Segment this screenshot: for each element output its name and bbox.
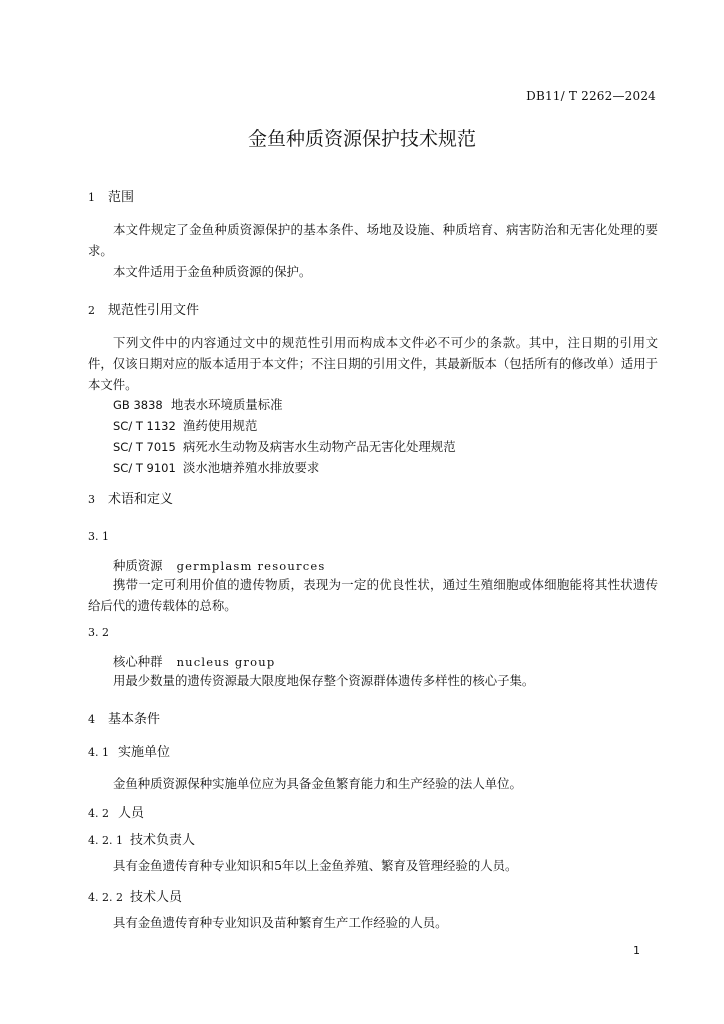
reference-code: GB 3838 — [113, 398, 163, 412]
term-entry — [113, 556, 325, 574]
paragraph: 具有金鱼遗传育种专业知识及苗种繁育生产工作经验的人员。 — [113, 915, 448, 930]
section-4-heading — [88, 708, 160, 727]
subsection-4-2-1-heading — [88, 829, 195, 848]
paragraph: 本文件规定了金鱼种质资源保护的基本条件、场地及设施、种质培育、病害防治和无害化处理的要求。 — [88, 222, 658, 258]
section-title: 实施单位 — [118, 745, 171, 760]
subsection-4-1-heading — [88, 741, 170, 760]
term-entry — [113, 652, 275, 670]
reference-code: SC/ T 1132 — [113, 419, 176, 433]
section-number: 4. 2. 2 — [88, 891, 123, 904]
term-english: nucleus group — [176, 655, 276, 669]
term-chinese: 种质资源 — [113, 558, 163, 573]
term-english: germplasm resources — [176, 559, 326, 573]
term-chinese: 核心种群 — [113, 654, 163, 669]
section-number: 3 — [88, 493, 95, 506]
term-definition: 用最少数量的遗传资源最大限度地保存整个资源群体遗传多样性的核心子集。 — [113, 673, 535, 688]
paragraph: 下列文件中的内容通过文中的规范性引用而构成本文件必不可少的条款。其中，注日期的引用文件，仅该日期对应的版本适用于本文件；不注日期的引用文件，其最新版本（包括所有的修改单）适用于本文件。 — [88, 335, 658, 392]
subsection-4-2-heading — [88, 802, 144, 821]
section-title: 基本条件 — [108, 712, 161, 727]
section-number: 4 — [88, 713, 95, 726]
paragraph: 本文件适用于金鱼种质资源的保护。 — [113, 264, 312, 279]
normative-reference — [113, 395, 283, 413]
section-title: 技术人员 — [130, 890, 183, 905]
section-number: 4. 1 — [88, 746, 109, 759]
section-1-heading — [88, 186, 134, 205]
normative-reference — [113, 458, 319, 476]
page-number: 1 — [633, 944, 640, 957]
section-title: 人员 — [118, 806, 145, 821]
reference-code: SC/ T 7015 — [113, 440, 176, 454]
term-number: 3. 1 — [88, 530, 109, 543]
section-number: 2 — [88, 304, 95, 317]
reference-title: 病死水生动物及病害水生动物产品无害化处理规范 — [183, 439, 456, 454]
term-number: 3. 2 — [88, 626, 109, 639]
document-title: 金鱼种质资源保护技术规范 — [247, 128, 476, 150]
section-number: 1 — [88, 191, 95, 204]
section-number: 4. 2. 1 — [88, 834, 123, 847]
term-definition: 携带一定可利用价值的遗传物质，表现为一定的优良性状，通过生殖细胞或体细胞能将其性状遗传给后代的遗传载体的总称。 — [88, 577, 658, 613]
section-3-heading — [88, 488, 173, 507]
normative-reference — [113, 437, 456, 455]
reference-code: SC/ T 9101 — [113, 461, 176, 475]
normative-reference — [113, 416, 257, 434]
section-title: 范围 — [108, 190, 135, 205]
paragraph: 金鱼种质资源保种实施单位应为具备金鱼繁育能力和生产经验的法人单位。 — [113, 776, 522, 791]
paragraph: 具有金鱼遗传育种专业知识和5年以上金鱼养殖、繁育及管理经验的人员。 — [113, 858, 518, 873]
reference-title: 渔药使用规范 — [183, 418, 258, 433]
section-title: 技术负责人 — [130, 833, 196, 848]
section-2-heading — [88, 299, 199, 318]
subsection-4-2-2-heading — [88, 886, 182, 905]
reference-title: 地表水环境质量标准 — [171, 397, 283, 412]
section-title: 术语和定义 — [108, 492, 174, 507]
standard-number: DB11/ T 2262—2024 — [526, 89, 656, 103]
reference-title: 淡水池塘养殖水排放要求 — [183, 460, 320, 475]
section-number: 4. 2 — [88, 807, 109, 820]
section-title: 规范性引用文件 — [108, 303, 200, 318]
